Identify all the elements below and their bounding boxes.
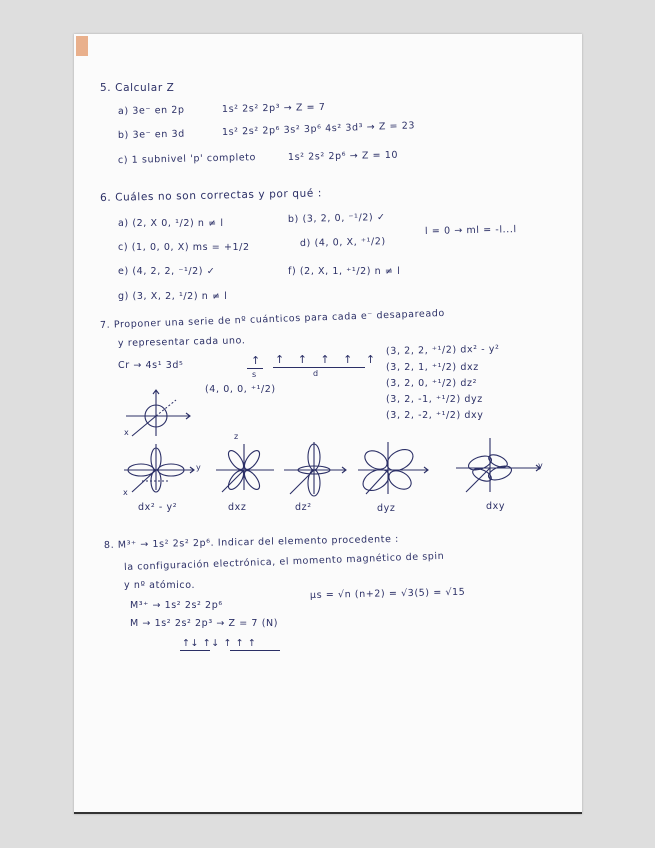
q8-orbital-boxes: ↑↓ ↑↓ ↑ ↑ ↑: [182, 638, 257, 649]
q7-set-4: (3, 2, -1, ⁺¹/2) dyz: [386, 394, 483, 405]
q7-set-5: (3, 2, -2, ⁺¹/2) dxy: [386, 410, 484, 421]
q7-d-arrows: ↑ ↑ ↑ ↑ ↑: [275, 353, 381, 366]
q6-c: c) (1, 0, 0, X) ms = +1/2: [118, 242, 250, 253]
q7-set-3: (3, 2, 0, ⁺¹/2) dz²: [386, 378, 477, 389]
orbital-label-dx2-y2: dx² - y²: [138, 502, 178, 513]
q6-g: g) (3, X, 2, ¹/2) n ≠ l: [118, 291, 228, 302]
q8-ion-config: M³⁺ → 1s² 2s² 2p⁶: [130, 600, 223, 611]
q6-title: 6. Cuáles no son correctas y por qué :: [99, 187, 323, 204]
q6-d: d) (4, 0, X, ⁺¹/2): [299, 236, 386, 249]
orbital-label-dyz: dyz: [377, 503, 396, 514]
s-orbital-sketch: [120, 388, 200, 448]
q5-c-label: c) 1 subnivel 'p' completo: [117, 152, 257, 166]
q8-line3: y nº atómico.: [124, 580, 196, 591]
q7-title-line1: 7. Proponer una serie de nº cuánticos para cada e⁻ desapareado: [99, 307, 446, 331]
dxy-orbital-sketch: [450, 436, 550, 500]
q7-d-box-line: [273, 367, 365, 368]
dyz-orbital-sketch: [352, 440, 432, 500]
q6-e: e) (4, 2, 2, ⁻¹/2) ✓: [118, 266, 216, 277]
q5-a-label: a) 3e⁻ en 2p: [117, 104, 185, 117]
dxz-orbital-sketch: [210, 440, 280, 500]
q7-set-1: (3, 2, 2, ⁺¹/2) dx² - y²: [385, 343, 500, 357]
q7-cr-config: Cr → 4s¹ 3d⁵: [118, 360, 184, 371]
dx2-y2-orbital-sketch: [118, 440, 198, 500]
q7-title-line2: y representar cada uno.: [117, 335, 246, 349]
dx2-y2-axis-x: x: [123, 488, 129, 497]
q6-d-note: l = 0 → ml = -l...l: [424, 224, 517, 237]
q7-s-set: (4, 0, 0, ⁺¹/2): [205, 384, 276, 395]
q5-a-config: 1s² 2s² 2p³ → Z = 7: [221, 101, 326, 115]
s-axis-x: x: [124, 428, 130, 437]
orbital-label-dz2: dz²: [295, 502, 312, 513]
q7-set-2: (3, 2, 1, ⁺¹/2) dxz: [386, 362, 479, 373]
q7-s-arrow: ↑: [251, 354, 261, 367]
q6-a: a) (2, X 0, ¹/2) n ≠ l: [118, 218, 224, 229]
q8-line2: la configuración electrónica, el momento magnético de spin: [123, 550, 445, 573]
q8-spin-moment: μs = √n (n+2) = √3(5) = √15: [309, 586, 466, 601]
q7-d-label: d: [313, 369, 319, 378]
q6-f: f) (2, X, 1, ⁺¹/2) n ≠ l: [288, 266, 401, 277]
q5-b-label: b) 3e⁻ en 3d: [117, 128, 185, 141]
q8-box-line-2: [230, 650, 280, 651]
q5-c-config: 1s² 2s² 2p⁶ → Z = 10: [287, 149, 399, 163]
dz2-orbital-sketch: [280, 440, 350, 500]
dxy-axis-y: y: [538, 461, 544, 470]
q8-box-line-1: [180, 650, 210, 651]
orbital-label-dxz: dxz: [228, 502, 247, 513]
paper-corner-tab: [76, 36, 88, 56]
q6-b: b) (3, 2, 0, ⁻¹/2) ✓: [287, 211, 386, 225]
q8-line1: 8. M³⁺ → 1s² 2s² 2p⁶. Indicar del elemento procedente :: [103, 533, 400, 551]
page-bottom-edge: [74, 812, 582, 814]
orbital-label-dxy: dxy: [486, 501, 506, 512]
dx2-y2-axis-y: y: [196, 463, 202, 472]
q8-atom-config: M → 1s² 2s² 2p³ → Z = 7 (N): [130, 618, 279, 629]
q5-title: 5. Calcular Z: [100, 82, 175, 94]
q5-b-config: 1s² 2s² 2p⁶ 3s² 3p⁶ 4s² 3d³ → Z = 23: [221, 120, 416, 138]
q7-s-label: s: [252, 370, 257, 379]
q7-s-box-line: [247, 368, 263, 369]
dxz-axis-z: z: [234, 432, 239, 441]
